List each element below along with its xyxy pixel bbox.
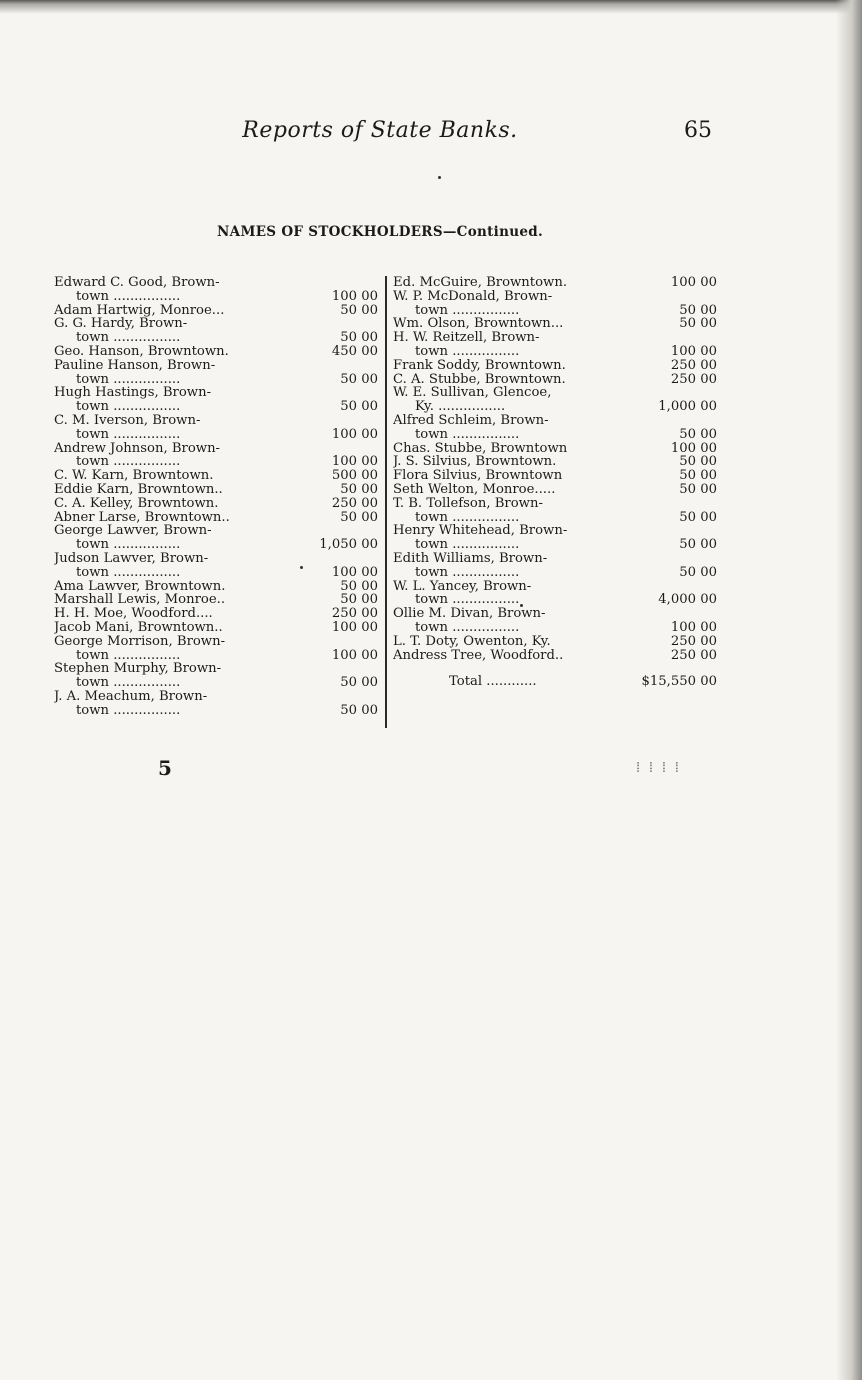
stockholder-amount: 250 00 — [667, 635, 717, 649]
stockholder-name: Abner Larse, Browntown.. — [54, 510, 230, 525]
stockholder-name: Henry Whitehead, Brown- — [393, 524, 568, 539]
stockholder-entry — [54, 635, 380, 663]
stockholder-amount: 50 00 — [675, 538, 717, 552]
stockholder-entry — [393, 317, 719, 331]
stockholder-entry — [393, 414, 719, 442]
stockholder-name: C. A. Kelley, Browntown. — [54, 496, 219, 511]
stockholder-name: Chas. Stubbe, Browntown — [393, 441, 568, 456]
stockholder-amount: 4,000 00 — [654, 593, 717, 607]
stockholder-entry — [54, 304, 380, 318]
stockholder-amount: 50 00 — [675, 455, 717, 469]
stockholder-name-continued: town ................ — [415, 427, 520, 442]
stockholder-amount: 50 00 — [675, 566, 717, 580]
stockholder-entry — [393, 635, 719, 649]
stockholder-name-continued: town ................ — [76, 538, 181, 552]
stockholder-name: Andrew Johnson, Brown- — [54, 441, 221, 456]
stockholder-name: Ollie M. Divan, Brown- — [393, 607, 546, 621]
stockholder-entry — [54, 690, 380, 718]
stockholder-entry — [54, 662, 380, 690]
stockholder-entry — [393, 386, 719, 414]
stockholder-amount: 50 00 — [336, 511, 378, 525]
stockholder-amount: 100 00 — [328, 290, 378, 304]
stockholder-name: Stephen Murphy, Brown- — [54, 662, 222, 677]
stockholder-amount: 450 00 — [328, 345, 378, 359]
stockholder-amount: 50 00 — [675, 483, 717, 497]
stockholder-entry — [54, 317, 380, 345]
stockholder-amount: 50 00 — [675, 304, 717, 318]
stockholder-entry — [54, 414, 380, 442]
stockholder-amount: 50 00 — [675, 428, 717, 442]
signature-mark: 5 — [158, 756, 172, 780]
stockholder-entry — [54, 552, 380, 580]
stockholder-amount: 50 00 — [336, 400, 378, 414]
stockholder-name-continued: town ................ — [76, 427, 181, 442]
faint-stamp: ⁞ ⁞ ⁞ ⁞ — [636, 758, 681, 776]
stockholder-amount: 100 00 — [667, 276, 717, 290]
stockholder-entry — [54, 621, 380, 635]
stockholder-entry — [54, 511, 380, 525]
stockholder-amount: 100 00 — [328, 649, 378, 663]
stockholder-amount: 100 00 — [328, 566, 378, 580]
stockholder-amount: 250 00 — [667, 359, 717, 373]
running-title: Reports of State Banks. — [242, 118, 518, 143]
stockholder-entry — [393, 483, 719, 497]
stockholder-name: G. G. Hardy, Brown- — [54, 317, 188, 332]
print-speck — [520, 604, 523, 607]
stockholder-name: Pauline Hanson, Brown- — [54, 358, 216, 373]
stockholder-entry — [54, 345, 380, 359]
stockholder-name-continued: town ................ — [76, 703, 181, 718]
stockholder-amount: 250 00 — [328, 497, 378, 511]
stockholder-amount: 50 00 — [675, 317, 717, 331]
stockholder-entry — [54, 580, 380, 594]
stockholder-entry — [393, 469, 719, 483]
stockholder-name: Eddie Karn, Browntown.. — [54, 482, 223, 497]
stockholder-entry — [54, 442, 380, 470]
stockholder-name: Ed. McGuire, Browntown. — [393, 276, 568, 290]
stockholder-amount: 250 00 — [667, 373, 717, 387]
stockholder-amount: 100 00 — [328, 455, 378, 469]
stockholder-amount: 1,050 00 — [315, 538, 378, 552]
stockholder-name: George Morrison, Brown- — [54, 634, 226, 649]
stockholder-entry — [393, 552, 719, 580]
stockholder-entry — [393, 276, 719, 290]
total-label: Total ............ — [449, 673, 537, 689]
print-speck — [300, 566, 303, 569]
stockholder-name-continued: town ................ — [76, 331, 181, 345]
stockholders-left-column — [54, 276, 380, 718]
stockholder-amount: 100 00 — [667, 621, 717, 635]
print-speck — [438, 176, 441, 179]
stockholder-amount: 50 00 — [336, 304, 378, 318]
stockholder-amount: 50 00 — [336, 704, 378, 718]
stockholder-name: Seth Welton, Monroe..... — [393, 482, 556, 497]
stockholder-entry — [54, 593, 380, 607]
stockholder-entry — [393, 290, 719, 318]
stockholder-name-continued: town ................ — [76, 676, 181, 690]
stockholder-name: Edith Williams, Brown- — [393, 551, 548, 566]
stockholder-amount: 500 00 — [328, 469, 378, 483]
stockholder-entry — [393, 331, 719, 359]
stockholder-name: C. M. Iverson, Brown- — [54, 413, 201, 428]
stockholder-name: George Lawver, Brown- — [54, 524, 212, 539]
stockholder-name-continued: town ................ — [415, 565, 520, 580]
stockholder-amount: 50 00 — [336, 373, 378, 387]
stockholder-entry — [393, 580, 719, 608]
stockholder-entry — [54, 497, 380, 511]
stockholder-amount: 50 00 — [336, 676, 378, 690]
stockholder-amount: 100 00 — [328, 621, 378, 635]
stockholder-amount: 50 00 — [675, 469, 717, 483]
stockholder-amount: 100 00 — [667, 442, 717, 456]
stockholder-name-continued: town ................ — [76, 648, 181, 663]
stockholder-amount: 250 00 — [667, 649, 717, 663]
stockholder-amount: 50 00 — [336, 483, 378, 497]
stockholder-entry — [393, 524, 719, 552]
stockholder-name: W. L. Yancey, Brown- — [393, 579, 532, 594]
stockholder-entry — [393, 359, 719, 373]
stockholder-name: J. A. Meachum, Brown- — [54, 689, 208, 704]
stockholder-entry — [54, 359, 380, 387]
stockholder-name: Jacob Mani, Browntown.. — [54, 620, 223, 635]
stockholder-name: Marshall Lewis, Monroe.. — [54, 593, 226, 608]
stockholder-name-continued: town ................ — [415, 303, 520, 318]
stockholder-amount: 50 00 — [336, 593, 378, 607]
stockholder-name: Wm. Olson, Browntown... — [393, 317, 564, 332]
stockholder-name: Andress Tree, Woodford.. — [393, 648, 564, 663]
stockholder-name-continued: Ky. ................ — [415, 400, 506, 414]
section-title: NAMES OF STOCKHOLDERS—Continued. — [217, 224, 543, 240]
page-right-edge — [836, 0, 862, 1380]
stockholder-entry — [393, 497, 719, 525]
stockholder-name: J. S. Silvius, Browntown. — [393, 455, 557, 470]
stockholder-name-continued: town ................ — [415, 593, 520, 608]
stockholder-name: Ama Lawver, Browntown. — [54, 579, 226, 594]
stockholder-name: C. A. Stubbe, Browntown. — [393, 372, 566, 387]
stockholder-amount: 50 00 — [336, 580, 378, 594]
stockholder-entry — [393, 649, 719, 663]
stockholder-name: Hugh Hastings, Brown- — [54, 386, 212, 401]
stockholder-amount: 50 00 — [675, 511, 717, 525]
stockholder-name-continued: town ................ — [415, 344, 520, 359]
stockholder-name-continued: town ................ — [76, 289, 181, 304]
stockholder-amount: 50 00 — [336, 331, 378, 345]
stockholder-entry — [393, 607, 719, 635]
stockholder-name: Judson Lawver, Brown- — [54, 551, 209, 566]
stockholder-entry — [393, 373, 719, 387]
stockholder-name-continued: town ................ — [415, 510, 520, 525]
stockholder-name: W. P. McDonald, Brown- — [393, 289, 553, 304]
stockholder-amount: 100 00 — [667, 345, 717, 359]
stockholder-name: Alfred Schleim, Brown- — [393, 413, 549, 428]
stockholder-amount: 250 00 — [328, 607, 378, 621]
stockholder-entry — [54, 524, 380, 552]
stockholder-name: Geo. Hanson, Browntown. — [54, 344, 229, 359]
stockholder-entry — [393, 455, 719, 469]
stockholder-entry — [54, 483, 380, 497]
stockholder-entry — [54, 607, 380, 621]
stockholder-name: H. H. Moe, Woodford.... — [54, 607, 213, 621]
stockholder-amount: 1,000 00 — [654, 400, 717, 414]
column-divider — [385, 276, 387, 728]
stockholder-amount: 100 00 — [328, 428, 378, 442]
stockholders-right-column — [393, 276, 719, 690]
page-number: 65 — [684, 118, 712, 143]
stockholder-entry — [54, 276, 380, 304]
stockholder-entry — [54, 469, 380, 483]
stockholder-entry — [54, 386, 380, 414]
stockholder-name-continued: town ................ — [76, 372, 181, 387]
stockholder-name: T. B. Tollefson, Brown- — [393, 496, 543, 511]
stockholder-name-continued: town ................ — [415, 620, 520, 635]
stockholder-name: L. T. Doty, Owenton, Ky. — [393, 634, 551, 649]
stockholder-name: Adam Hartwig, Monroe... — [54, 303, 225, 318]
stockholder-name: C. W. Karn, Browntown. — [54, 469, 214, 483]
stockholder-name: Edward C. Good, Brown- — [54, 276, 220, 290]
stockholder-name: Frank Soddy, Browntown. — [393, 358, 566, 373]
stockholder-name: Flora Silvius, Browntown — [393, 469, 563, 483]
stockholder-name-continued: town ................ — [76, 400, 181, 414]
stockholder-name-continued: town ................ — [415, 538, 520, 552]
stockholder-name-continued: town ................ — [76, 565, 181, 580]
stockholder-name: W. E. Sullivan, Glencoe, — [393, 386, 552, 401]
stockholder-name: H. W. Reitzell, Brown- — [393, 331, 540, 345]
stockholder-name-continued: town ................ — [76, 455, 181, 470]
total-amount: $15,550 00 — [641, 673, 717, 689]
stockholder-entry — [393, 442, 719, 456]
total-row — [393, 670, 719, 690]
page-top-edge — [0, 0, 862, 14]
